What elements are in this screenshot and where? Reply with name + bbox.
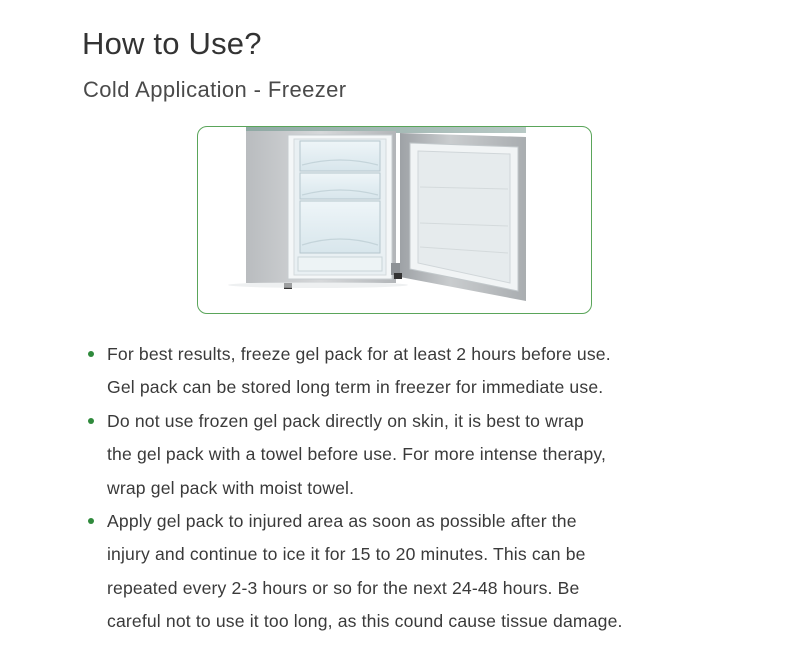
- list-item: [88, 505, 768, 639]
- list-item-line: wrap gel pack with moist towel.: [107, 477, 355, 498]
- list-item-line: the gel pack with a towel before use. For more intense therapy,: [107, 444, 607, 465]
- usage-instructions-list: [88, 338, 768, 639]
- page-title: How to Use?: [82, 26, 262, 61]
- freezer-image: [198, 127, 591, 313]
- list-item-line: injury and continue to ice it for 15 to 20 minutes. This can be: [107, 544, 586, 565]
- list-item-line: careful not to use it too long, as this cound cause tissue damage.: [107, 611, 623, 632]
- freezer-door: [400, 133, 526, 301]
- list-item-line: Do not use frozen gel pack directly on skin, it is best to wrap: [107, 410, 584, 431]
- bullet-dot-icon: [88, 518, 94, 524]
- freezer-foot-right: [394, 273, 402, 279]
- list-item-line: Apply gel pack to injured area as soon as possible after the: [107, 511, 577, 532]
- freezer-image-frame: [197, 126, 592, 314]
- bullet-dot-icon: [88, 351, 94, 357]
- list-item: [88, 338, 768, 405]
- list-item: [88, 405, 768, 505]
- bullet-dot-icon: [88, 418, 94, 424]
- freezer-drawers: [298, 141, 382, 271]
- list-item-line: Gel pack can be stored long term in freezer for immediate use.: [107, 377, 604, 398]
- list-item-line: For best results, freeze gel pack for at least 2 hours before use.: [107, 344, 611, 364]
- page-subtitle: Cold Application - Freezer: [83, 77, 347, 102]
- list-item-line: repeated every 2-3 hours or so for the next 24-48 hours. Be: [107, 577, 580, 598]
